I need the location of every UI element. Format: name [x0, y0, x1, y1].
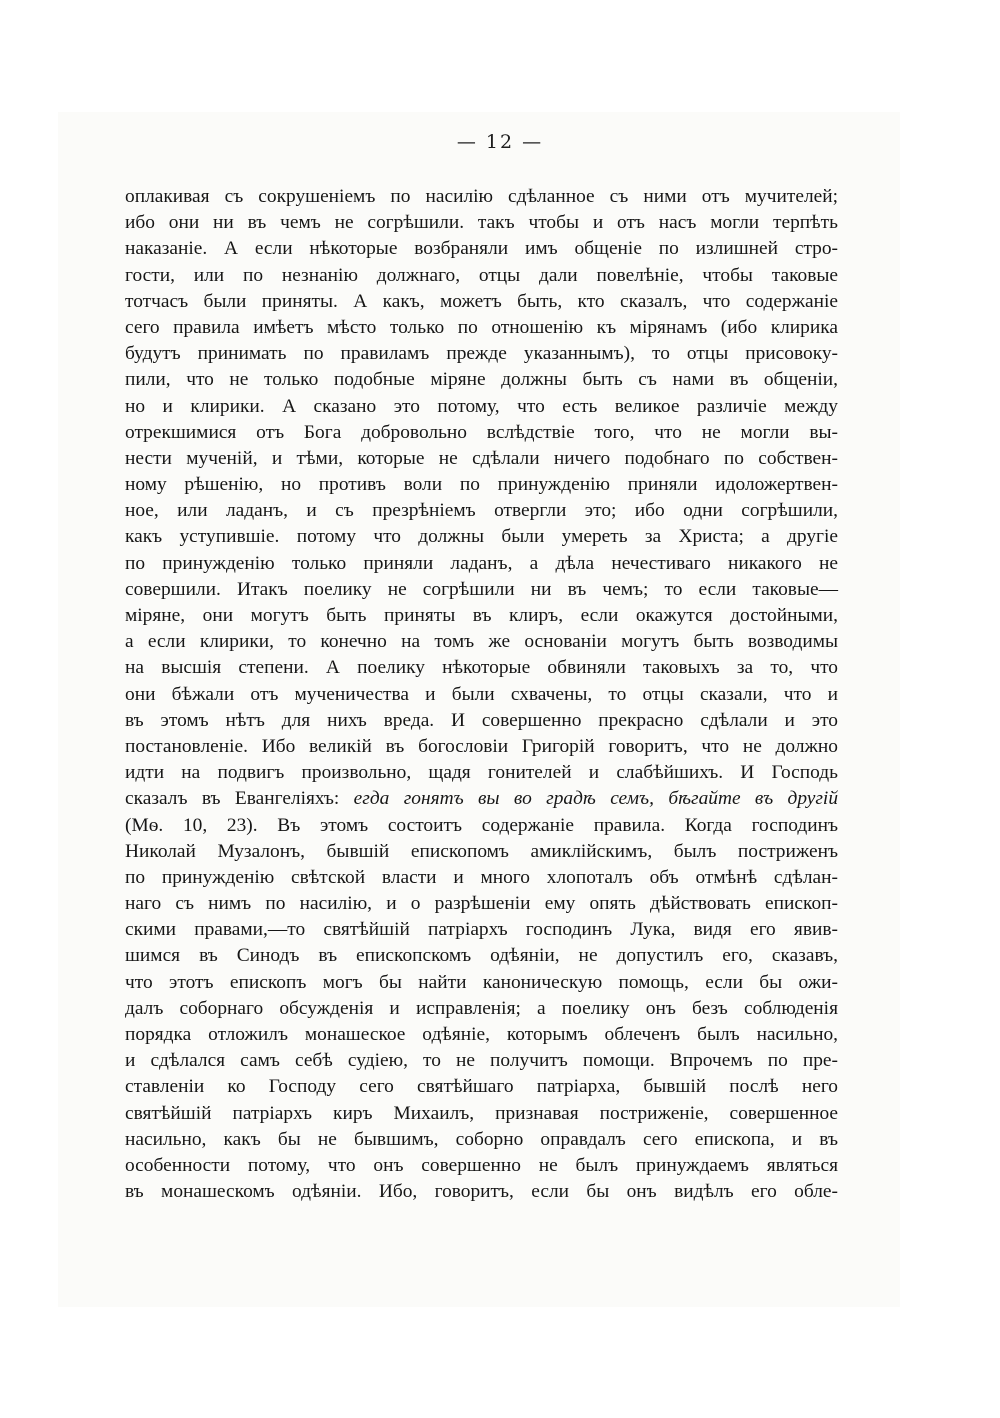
text-line: міряне, они могутъ быть приняты въ клиръ, если окажутся достойными, [125, 605, 838, 626]
text-line: ибо они ни въ чемъ не согрѣшили. такъ чтобы и отъ насъ могли терпѣть [125, 212, 838, 234]
text-line: что этотъ епископъ могъ бы найти каноническую помощь, если бы ожи- [125, 971, 838, 993]
text-line: ному рѣшенію, но противъ воли по принужденію приняли идоложертвен- [125, 474, 838, 496]
text-line: а если клирики, то конечно на томъ же основаніи могутъ быть возводимы [125, 631, 838, 653]
text-line: въ монашескомъ одѣяніи. Ибо, говоритъ, если бы онъ видѣлъ его обле- [125, 1181, 838, 1203]
text-line: какъ уступившіе. потому что должны были умереть за Христа; а другіе [125, 526, 838, 548]
page-number: — 12 — [456, 131, 544, 153]
text-line: по принужденію свѣтской власти и много хлопоталъ объ отмѣнѣ сдѣлан- [125, 866, 838, 888]
text-line: по принужденію только приняли ладанъ, а дѣла нечестиваго никакого не [125, 552, 838, 574]
text-line: ставленіи ко Господу сего святѣйшаго патріарха, бывшій послѣ него [125, 1076, 838, 1098]
text-line: (Мѳ. 10, 23). Въ этомъ состоитъ содержаніе правила. Когда господинъ [125, 814, 838, 836]
gospel-quote: егда гонятъ вы во градѣ семъ, бѣгайте въ другій [353, 788, 839, 810]
text-line: шимся въ Синодъ въ епископскомъ одѣяніи, не допустилъ его, сказавъ, [125, 945, 838, 967]
text-line: оплакивая съ сокрушеніемъ по насилію сдѣланное съ ними отъ мучителей; [125, 186, 838, 207]
text-line: пили, что не только подобные міряне должны быть съ нами въ общеніи, [125, 369, 838, 391]
text-line: въ этомъ нѣтъ для нихъ вреда. И совершенно прекрасно сдѣлали и это [125, 709, 838, 731]
text-line: скими правами,—то святѣйшій патріархъ господинъ Лука, видя его явив- [125, 919, 838, 941]
text-line: наго съ нимъ по насилію, и о разрѣшеніи ему опять дѣйствовать епископ- [125, 893, 838, 915]
text-line: далъ соборнаго обсужденія и исправленія; а поелику онъ безъ соблюденія [125, 997, 838, 1019]
text-line: ное, или ладанъ, и съ презрѣніемъ отвергли это; ибо одни согрѣшили, [125, 500, 838, 522]
text-line: будутъ принимать по правиламъ прежде указаннымъ), то отцы присовоку- [125, 343, 838, 365]
text-line: но и клирики. А сказано это потому, что есть великое различіе между [125, 395, 838, 417]
text-line: на высшія степени. А поелику нѣкоторые обвиняли таковыхъ за то, что [125, 657, 838, 679]
text-line: постановленіе. Ибо великій въ богословіи Григорій говоритъ, что не должно [125, 735, 838, 757]
text-line: и сдѣлался самъ себѣ судіею, то не получитъ помощи. Впрочемъ по пре- [125, 1050, 838, 1072]
text-line: Николай Музалонъ, бывшій епископомъ амиклійскимъ, былъ постриженъ [125, 840, 838, 862]
text-line: сего правила имѣетъ мѣсто только по отношенію къ мірянамъ (ибо клирика [125, 316, 838, 338]
text-line: насильно, какъ бы не бывшимъ, соборно оправдалъ сего епископа, и въ [125, 1128, 838, 1150]
text-line: совершили. Итакъ поелику не согрѣшили ни въ чемъ; то если таковые— [125, 578, 838, 600]
text-line: они бѣжали отъ мученичества и были схвачены, то отцы сказали, что и [125, 683, 838, 705]
text-line: святѣйшій патріархъ киръ Михаилъ, признавая постриженіе, совершенное [125, 1102, 838, 1124]
text-line: нести мученій, и тѣми, которые не сдѣлали ничего подобнаго по собствен- [125, 447, 838, 469]
text-line: отрекшимися отъ Бога добровольно вслѣдствіе того, что не могли вы- [125, 421, 838, 443]
text-line: наказаніе. А если нѣкоторые возбраняли имъ общеніе по излишней стро- [125, 238, 838, 260]
text-line: гости, или по незнанію должнаго, отцы дали повелѣніе, чтобы таковые [125, 264, 838, 286]
body-text [125, 184, 838, 1205]
text-line: тотчасъ были приняты. А какъ, можетъ быть, кто сказалъ, что содержаніе [125, 290, 838, 312]
text-line: порядка отложилъ монашеское одѣяніе, которымъ облеченъ былъ насильно, [125, 1024, 838, 1045]
text-line-with-quote: сказалъ въ Евангеліяхъ: егда гонятъ вы во градѣ семъ, бѣгайте въ другій [125, 788, 839, 810]
text-line: особенности потому, что онъ совершенно не былъ принуждаемъ являться [125, 1154, 838, 1176]
text-line: идти на подвигъ произвольно, щадя гонителей и слабѣйшихъ. И Господь [125, 762, 838, 784]
